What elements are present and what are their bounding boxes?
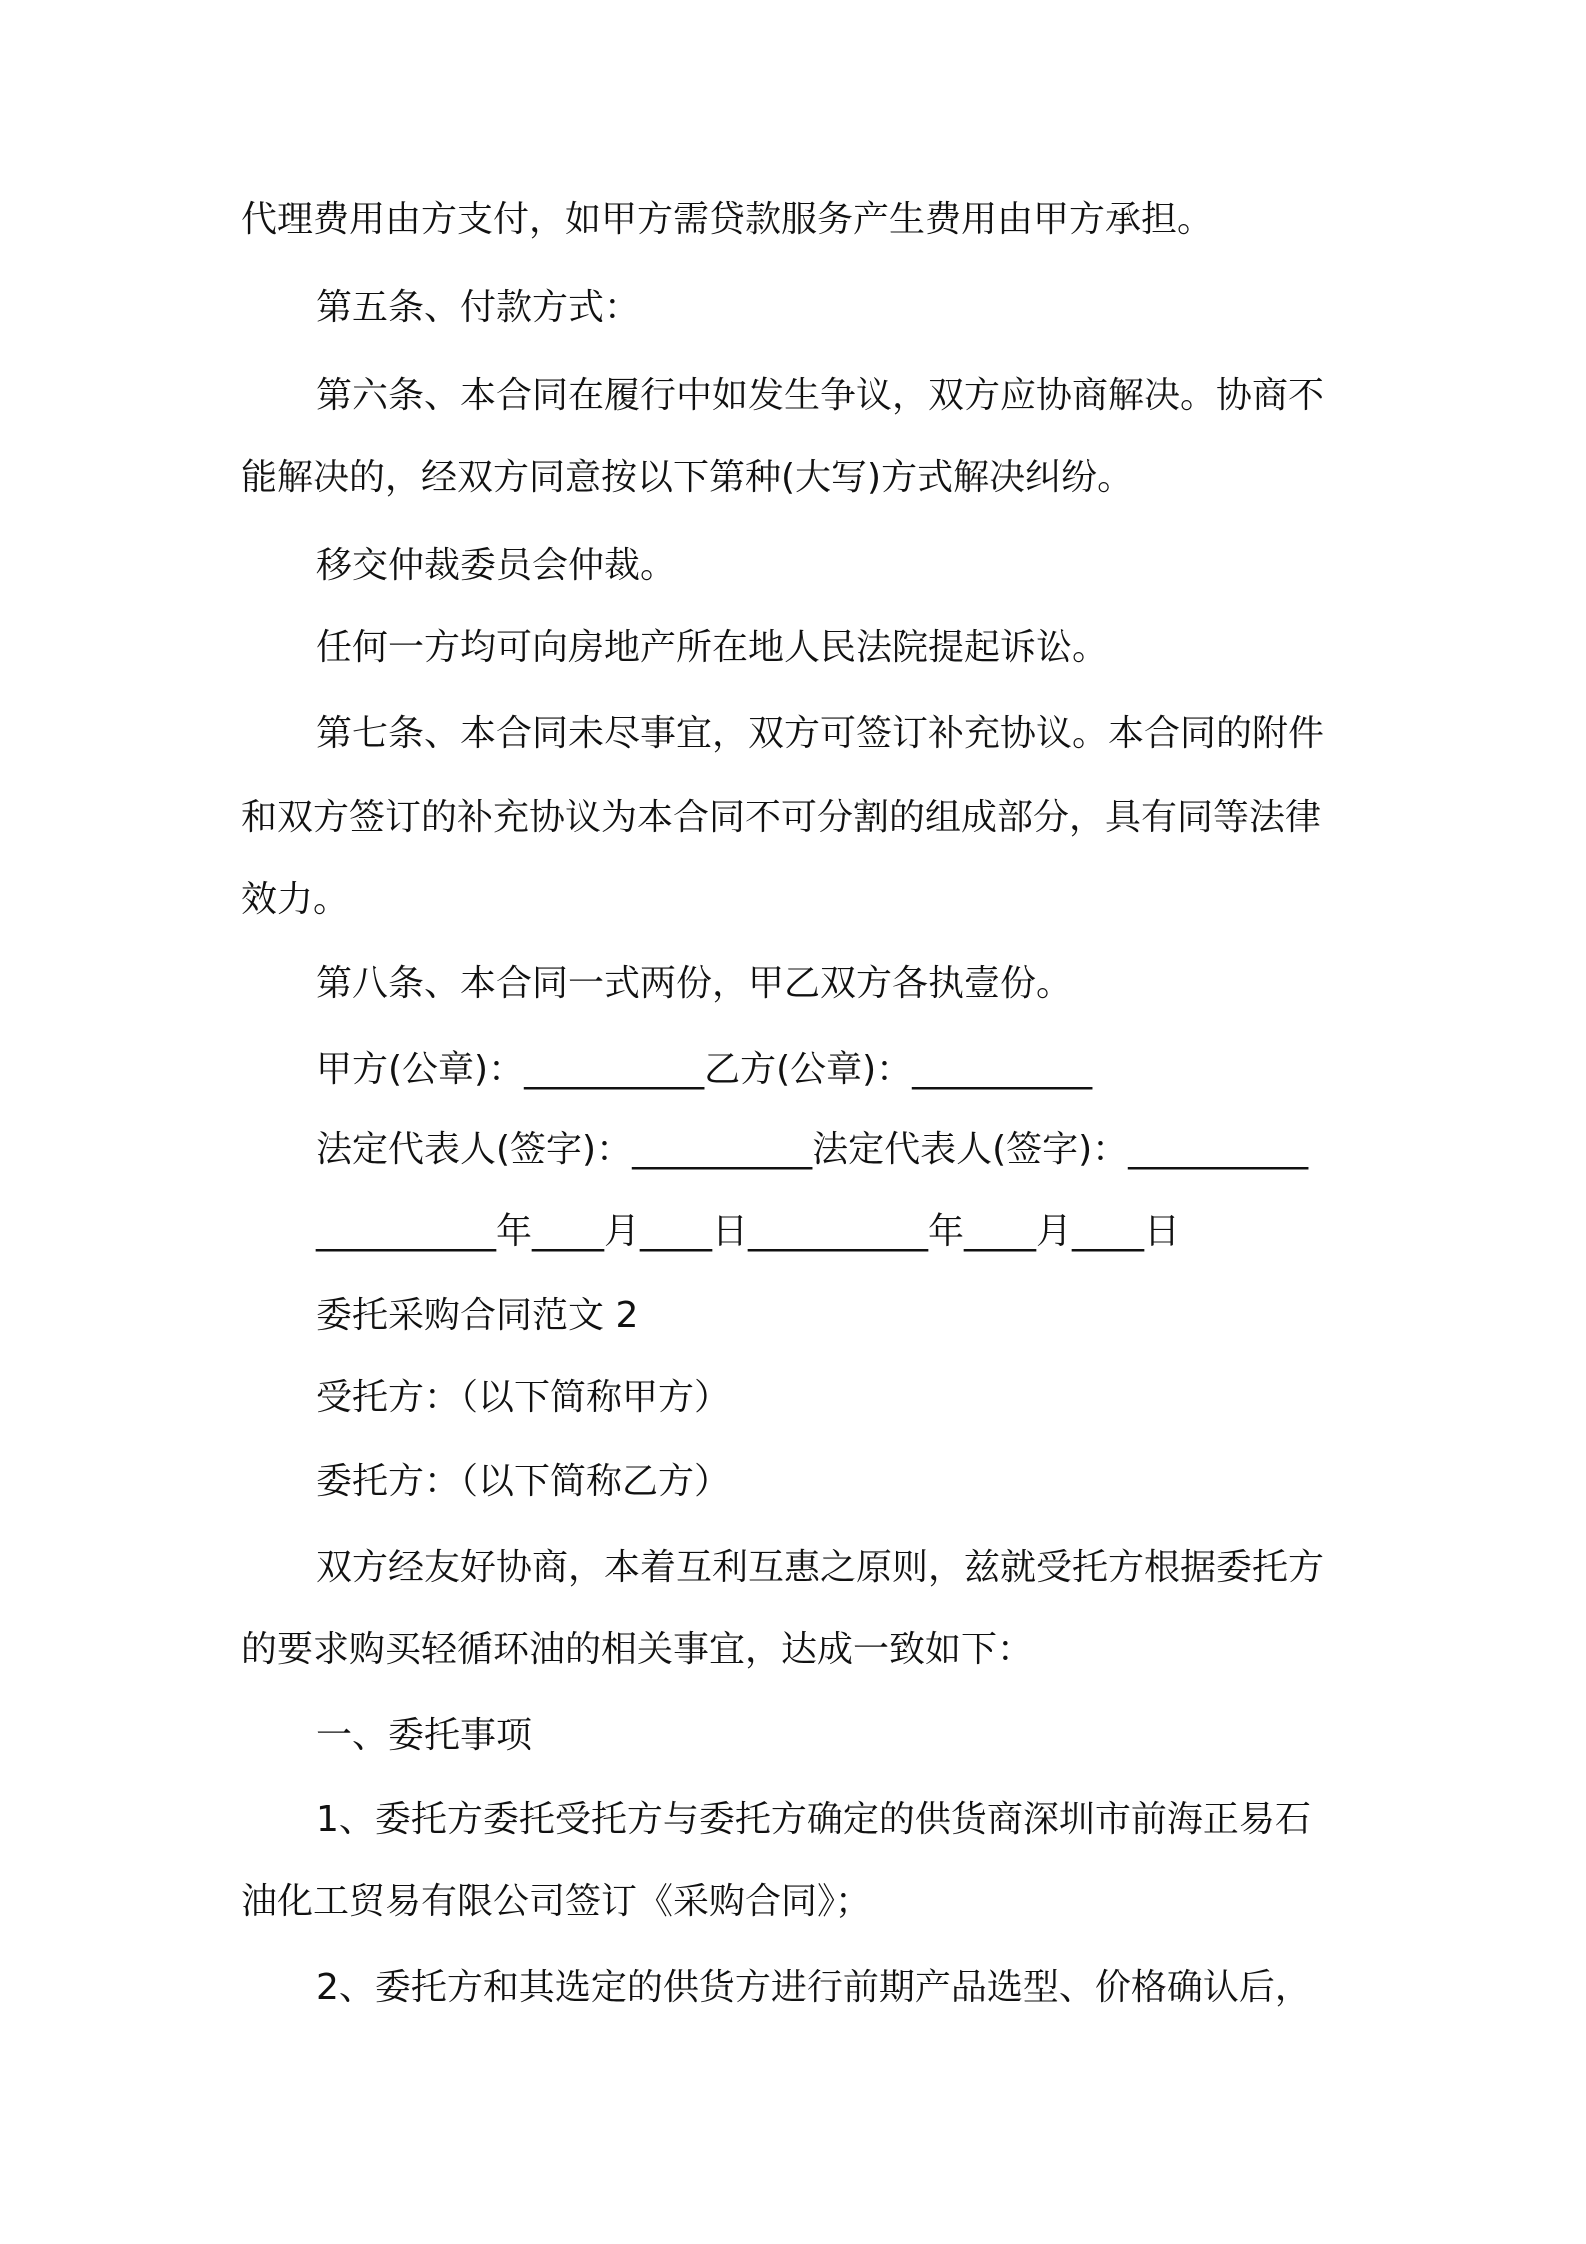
text-line: 和双方签订的补充协议为本合同不可分割的组成部分，具有同等法律 xyxy=(241,797,1322,838)
section-title: 委托采购合同范文 2 xyxy=(316,1295,639,1336)
text-line: 油化工贸易有限公司签订《采购合同》； xyxy=(241,1881,872,1922)
text-line: 代理费用由方支付，如甲方需贷款服务产生费用由甲方承担。 xyxy=(241,199,1214,240)
list-item: 2、委托方和其选定的供货方进行前期产品选型、价格确认后， xyxy=(316,1967,1311,2008)
party-client: 委托方：（以下简称乙方） xyxy=(316,1461,731,1502)
text-line: 任何一方均可向房地产所在地人民法院提起诉讼。 xyxy=(316,627,1109,668)
signature-line-date: __________年____月____日__________年____月____日 xyxy=(316,1211,1180,1252)
signature-line-representative: 法定代表人(签字)：__________法定代表人(签字)：__________ xyxy=(316,1129,1309,1170)
text-line: 移交仲裁委员会仲裁。 xyxy=(316,545,677,586)
text-line: 效力。 xyxy=(241,879,350,920)
party-trustee: 受托方：（以下简称甲方） xyxy=(316,1377,731,1418)
list-item: 1、委托方委托受托方与委托方确定的供货商深圳市前海正易石 xyxy=(316,1799,1311,1840)
article-paragraph: 第八条、本合同一式两份，甲乙双方各执壹份。 xyxy=(316,963,1073,1004)
article-paragraph: 第六条、本合同在履行中如发生争议，双方应协商解决。协商不 xyxy=(316,375,1325,416)
section-heading: 一、委托事项 xyxy=(316,1715,533,1756)
article-heading: 第五条、付款方式： xyxy=(316,287,641,328)
signature-line-seal: 甲方(公章)：__________乙方(公章)：__________ xyxy=(316,1049,1093,1090)
article-paragraph: 第七条、本合同未尽事宜，双方可签订补充协议。本合同的附件 xyxy=(316,713,1325,754)
text-line: 的要求购买轻循环油的相关事宜，达成一致如下： xyxy=(241,1629,1034,1670)
text-line: 能解决的，经双方同意按以下第种(大写)方式解决纠纷。 xyxy=(241,457,1134,498)
intro-paragraph: 双方经友好协商，本着互利互惠之原则，兹就受托方根据委托方 xyxy=(316,1547,1325,1588)
